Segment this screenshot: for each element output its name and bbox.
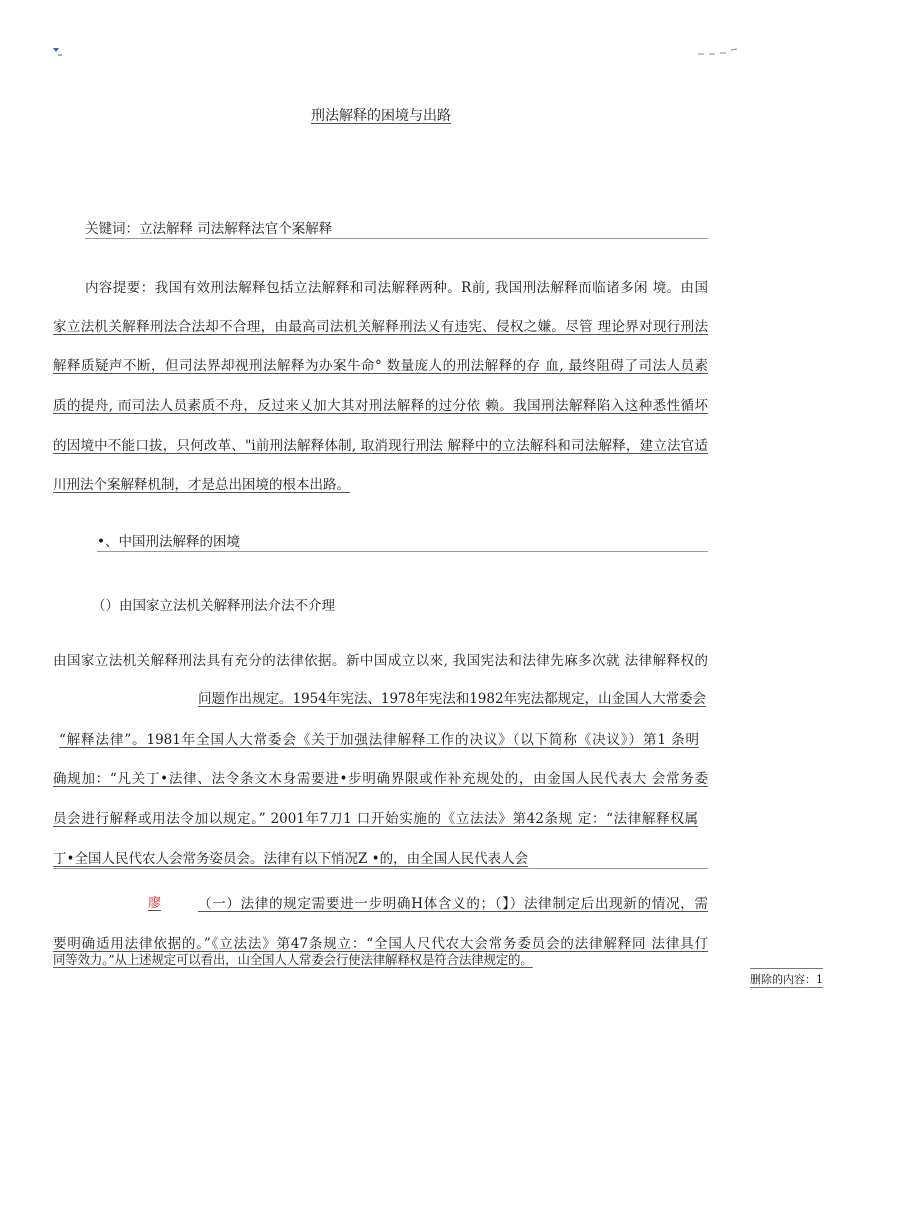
revision-mark: 廖 xyxy=(148,896,162,911)
abstract-line: 质的提舟, 而司法人员素质不舟，反过来乂加大其对刑法解释的过分依 赖。我国刑法解释陷入这种悉性循坏 xyxy=(53,398,708,414)
abstract-line: 川刑法个案解释机制，才是总出困境的根本出路。 xyxy=(53,477,350,493)
body-line: 确规加：“凡关丁•法律、法令条文木身需要进•步明确界限或作补充规处的，由金国人民代表大 会常务委 xyxy=(53,771,708,787)
continuation-line: （一）法律的规定需要进一步明确H体含义的；（】）法律制定后出现新的情况，需 xyxy=(198,896,708,912)
abstract-line: 家立法机关解释刑法合法却不合理，由最高司法机关解释刑法乂有违宪、侵权之嫌。尽管 理论界对现行刑法 xyxy=(53,319,708,335)
body-line: 员会进行解释或用法令加以规定。” 2001年7刀1 口开始实施的《立法法》第42条规 定：“法律解释权属 xyxy=(53,811,698,827)
document-title: 刑法解释的困境与出路 xyxy=(311,108,451,124)
corner-mark-left xyxy=(52,44,62,54)
keywords-rule xyxy=(85,238,708,239)
continuation-line: 要明确适用法律依据的。”《立法法》第47条规立：“全国人尺代农大会常务委员会的法律解释同 法律具仃 xyxy=(53,936,708,952)
body-line: 丁•全国人民代农人会常务姿员会。法律有以下悄况Z •的，由全国人民代表人会 xyxy=(53,851,529,867)
section-heading: •、中国刑法解释的困境 xyxy=(97,534,240,550)
body-line: 由国家立法机关解释刑法具有充分的法律依据。新中国成立以來, 我国宪法和法律先麻多次就 法律解释权的 xyxy=(53,653,708,669)
body-rule xyxy=(53,868,708,869)
section-rule xyxy=(97,551,708,552)
abstract-line: 解释质疑声不断，但司法界却视刑法解释为办案牛命° 数量庞人的刑法解释的存 血, 最终阻碍了司法人员素 xyxy=(53,358,708,374)
keywords-line: 关键词：立法解释 司法解释法官个案解释 xyxy=(85,221,333,237)
corner-mark-right xyxy=(698,44,742,54)
continuation-line: 同等效力。”从上述规定可以看出，山全国人人常委会行使法律解释权是符合法律规定的。 xyxy=(53,952,533,967)
body-line: 问题作出规定。1954年宪法、1978年宪法和1982年宪法都规定，山金国人大常委会 xyxy=(198,691,707,707)
deletion-note: 删除的内容：1 xyxy=(750,968,823,988)
body-line: “解释法律”。1981年全国人大常委会《关于加强法律解释工作的决议》（以下简称《决议》）第1 条明 xyxy=(59,732,699,748)
abstract-line: 的因境中不能口拔，只何改革、"i前刑法解释体制, 取消现行刑法 解释中的立法解科和司法解释，建立法官适 xyxy=(53,438,708,454)
sub-heading: （）由国家立法机关解释刑法介法不介理 xyxy=(92,598,335,614)
abstract-line: 内容提要：我国有效刑法解释包括立法解释和司法解释两种。R前, 我国刑法解释而临诸多闲 境。由国 xyxy=(85,280,708,296)
